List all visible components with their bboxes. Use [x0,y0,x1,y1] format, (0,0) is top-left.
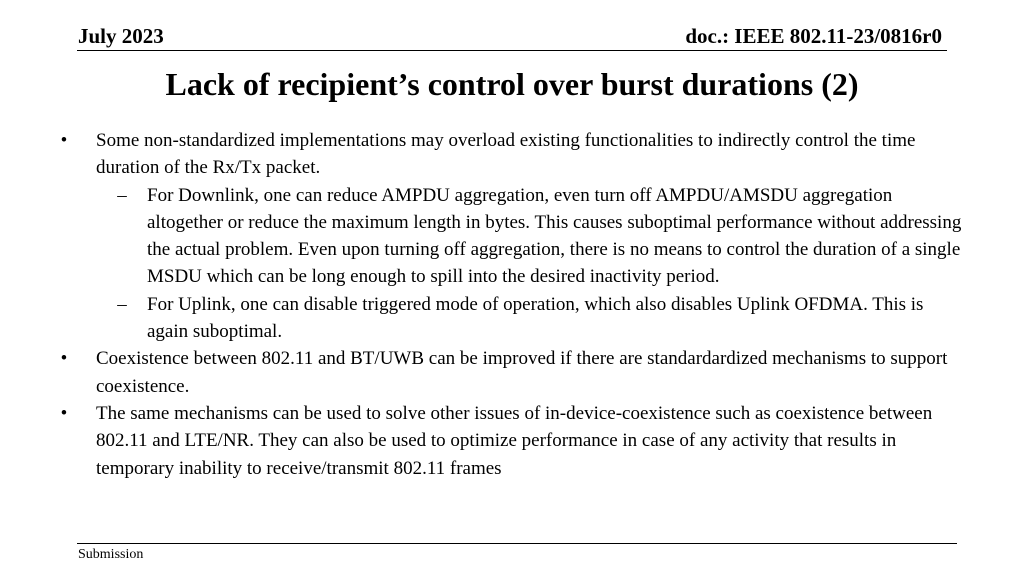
sub-bullet-item [56,291,966,346]
bullet-marker: • [60,402,68,424]
slide-title: Lack of recipient’s control over burst durations (2) [165,66,859,102]
bullet-item [56,345,966,400]
bullet-marker: • [60,130,68,151]
sub-bullet-item [56,182,966,291]
sub-bullet-text: For Uplink, one can disable triggered mode of operation, which also disables Uplink OFDMA. This is again suboptimal. [147,293,924,343]
bullet-text: Coexistence between 802.11 and BT/UWB can be improved if there are standardardized mechanisms to support coexistence. [96,348,948,397]
dash-marker: – [117,184,127,206]
dash-marker: – [117,293,127,315]
bullet-item [56,400,966,482]
header-doc-id: doc.: IEEE 802.11-23/0816r0 [685,24,942,48]
body-list [56,127,966,482]
bullet-item [56,127,966,182]
bullet-marker: • [60,348,68,370]
bullet-text: Some non-standardized implementations may overload existing functionalities to indirectly control the time duration of the Rx/Tx packet. [96,130,916,179]
footer-label: Submission [78,547,144,562]
bullet-text: The same mechanisms can be used to solve other issues of in-device-coexistence such as coexistence between 802.11 and LTE/NR. They can also be used to optimize performance in case of any activity that results in temporary inability to receive/transmit 802.11 frames [96,402,933,479]
header-date: July 2023 [78,24,164,48]
header-divider [77,50,947,51]
sub-bullet-text: For Downlink, one can reduce AMPDU aggregation, even turn off AMPDU/AMSDU aggregation altogether or reduce the maximum length in bytes. This causes suboptimal performance without addressing the actual problem. Even upon turning off aggregation, there is no means to control the duration of a single MSDU which can be long enough to spill into the desired inactivity period. [147,184,962,288]
footer-divider [77,543,957,544]
